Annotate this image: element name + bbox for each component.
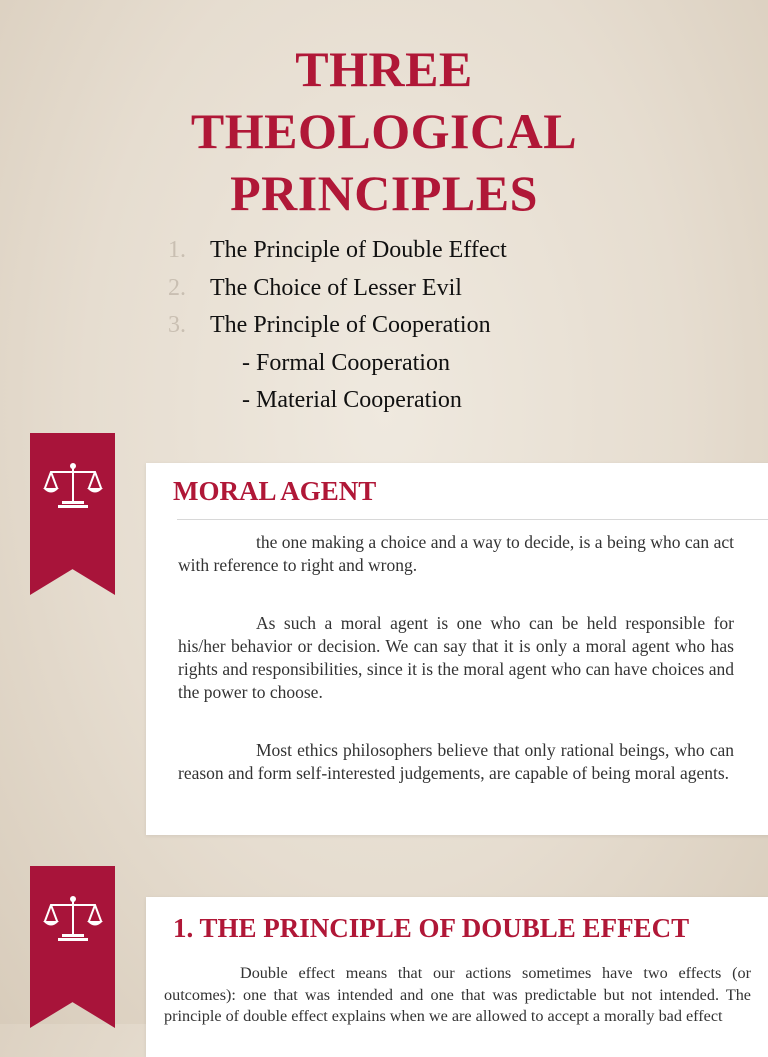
list-item bbox=[168, 232, 507, 270]
list-label: The Principle of Double Effect bbox=[210, 237, 507, 263]
title-line: THEOLOGICAL bbox=[190, 103, 578, 159]
paragraph: Most ethics philosophers believe that only rational beings, who can reason and form self-interested judgements, are capable of being moral agents. bbox=[178, 739, 734, 784]
list-number: 1. bbox=[168, 237, 186, 263]
section-body bbox=[178, 531, 734, 819]
paragraph: the one making a choice and a way to decide, is a being who can act with reference to right and wrong. bbox=[178, 532, 734, 576]
paragraph: As such a moral agent is one who can be held responsible for his/her behavior or decision. We can say that it is only a moral agent who has rights and responsibilities, since it is the moral agent who can have choices and the power to choose. bbox=[178, 612, 734, 703]
section-body bbox=[164, 963, 751, 1028]
list-label: The Principle of Cooperation bbox=[210, 312, 491, 338]
principles-list bbox=[168, 232, 507, 420]
list-number: 2. bbox=[168, 274, 186, 301]
double-effect-card bbox=[146, 897, 768, 1057]
list-item bbox=[168, 307, 507, 345]
title-line: PRINCIPLES bbox=[230, 165, 538, 221]
sub-list-item: - Formal Cooperation bbox=[242, 349, 450, 376]
moral-agent-card bbox=[146, 463, 768, 835]
paragraph: Double effect means that our actions sometimes have two effects (or outcomes): one that was intended and one that was predictable but not intended. The principle of double effect explains when we are allowed to accept a morally bad effect bbox=[164, 964, 751, 1025]
bookmark-ribbon bbox=[30, 433, 115, 595]
section-heading: MORAL AGENT bbox=[173, 476, 377, 506]
section-heading: 1. THE PRINCIPLE OF DOUBLE EFFECT bbox=[173, 913, 690, 943]
divider bbox=[177, 519, 768, 520]
list-number: 3. bbox=[168, 312, 186, 338]
bookmark-ribbon bbox=[30, 866, 115, 1028]
list-item bbox=[168, 270, 507, 308]
page-title bbox=[0, 38, 768, 224]
scales-of-justice-icon bbox=[42, 461, 104, 509]
scales-of-justice-icon bbox=[42, 894, 104, 942]
title-line: THREE bbox=[295, 41, 473, 97]
sub-list-item: - Material Cooperation bbox=[242, 387, 462, 413]
list-label: The Choice of Lesser Evil bbox=[210, 274, 462, 301]
